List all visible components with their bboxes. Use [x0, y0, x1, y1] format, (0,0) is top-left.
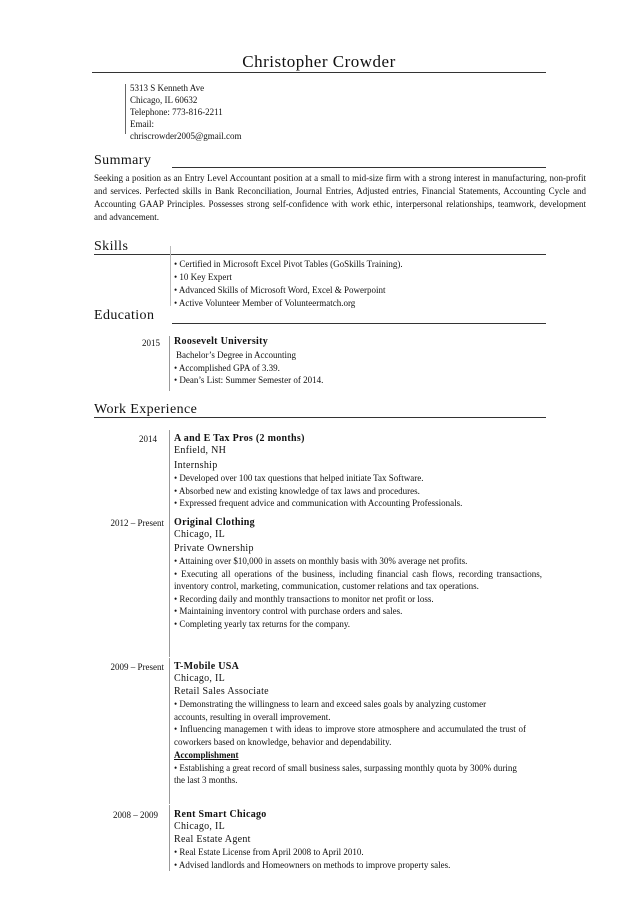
job-divider	[169, 658, 170, 804]
summary-rule	[172, 167, 546, 168]
list-item: • Establishing a great record of small business sales, surpassing monthly quota by 300% during the last 3 months.	[174, 762, 517, 785]
candidate-name: Christopher Crowder	[242, 52, 396, 71]
summary-heading: Summary	[94, 153, 152, 168]
work-heading: Work Experience	[94, 402, 198, 417]
school-name: Roosevelt University	[174, 336, 269, 347]
contact-divider	[125, 84, 126, 134]
job-location: Chicago, IL	[174, 821, 226, 832]
list-item: • Certified in Microsoft Excel Pivot Tables (GoSkills Training).	[174, 259, 403, 269]
summary-text: Seeking a position as an Entry Level Accountant position at a small to mid-size firm with a strong interest in manufacturing, non-profit and services. Perfected skills in Bank Reconciliation, Journal Entries, Adjusted entries, Financial Statements, Accounting Cycle and Accounting GAAP Principles. Possesses strong self-confidence with work ethic, interpersonal relationships, teamwork, development and advancement.	[94, 173, 586, 222]
job-entry	[174, 433, 462, 510]
contact-email: chriscrowder2005@gmail.com	[130, 131, 242, 141]
contact-city: Chicago, IL 60632	[130, 95, 198, 105]
list-item: • Expressed frequent advice and communication with Accounting Professionals.	[174, 498, 463, 508]
job-role: Internship	[174, 460, 218, 471]
skills-divider	[170, 246, 171, 306]
job-entry	[174, 517, 542, 630]
job-location: Chicago, IL	[174, 529, 226, 540]
list-item: • 10 Key Expert	[174, 272, 232, 282]
skills-rule	[94, 254, 546, 255]
list-item: • Demonstrating the willingness to learn and exceed sales goals by analyzing customer accounts, resulting in overall improvement.	[174, 699, 487, 722]
job-divider	[169, 430, 170, 515]
job-location: Enfield, NH	[174, 445, 227, 456]
contact-email-label: Email:	[130, 119, 154, 129]
job-location: Chicago, IL	[174, 673, 226, 684]
list-item: • Real Estate License from April 2008 to April 2010.	[174, 847, 364, 857]
degree: Bachelor’s Degree in Accounting	[176, 350, 297, 360]
education-divider	[169, 336, 170, 391]
job-role: Retail Sales Associate	[174, 686, 269, 697]
job-company: Original Clothing	[174, 517, 255, 528]
education-year: 2015	[142, 338, 160, 348]
list-item: • Dean’s List: Summer Semester of 2014.	[174, 375, 324, 385]
accomplishment-label: Accomplishment	[174, 750, 239, 760]
skills-heading: Skills	[94, 239, 129, 254]
education-heading: Education	[94, 308, 155, 323]
education-rule	[172, 323, 546, 324]
job-entry	[174, 809, 450, 871]
list-item: • Advanced Skills of Microsoft Word, Excel & Powerpoint	[174, 285, 386, 295]
job-entry	[174, 661, 526, 787]
job-years: 2008 – 2009	[113, 810, 158, 820]
work-rule	[94, 417, 546, 418]
job-years: 2009 – Present	[110, 662, 164, 672]
list-item: • Active Volunteer Member of Volunteermatch.org	[174, 298, 356, 308]
list-item: • Accomplished GPA of 3.39.	[174, 362, 280, 373]
list-item: • Developed over 100 tax questions that helped initiate Tax Software.	[174, 473, 424, 483]
list-item: • Absorbed new and existing knowledge of tax laws and procedures.	[174, 485, 420, 496]
header-rule	[92, 72, 546, 73]
list-item: • Executing all operations of the business, including financial cash flows, recording transactions, inventory control, marketing, communication, customer relations and tax operations.	[174, 568, 542, 591]
list-item: • Maintaining inventory control with purchase orders and sales.	[174, 606, 403, 616]
contact-street: 5313 S Kenneth Ave	[130, 83, 205, 93]
job-years: 2014	[139, 434, 157, 444]
job-divider	[169, 514, 170, 657]
job-divider	[169, 805, 170, 871]
job-role: Real Estate Agent	[174, 834, 251, 845]
list-item: • Advised landlords and Homeowners on methods to improve property sales.	[174, 859, 451, 870]
contact-telephone: Telephone: 773-816-2211	[130, 107, 223, 117]
list-item: • Recording daily and monthly transactions to monitor net profit or loss.	[174, 593, 434, 604]
job-role: Private Ownership	[174, 543, 254, 554]
list-item: • Completing yearly tax returns for the company.	[174, 618, 351, 629]
list-item: • Influencing managemen t with ideas to improve store atmosphere and accumulated the trust of coworkers based on knowledge, behavior and dependability.	[174, 724, 526, 747]
skills-list	[174, 258, 403, 310]
job-company: T-Mobile USA	[174, 661, 240, 672]
job-years: 2012 – Present	[110, 518, 164, 528]
education-entry	[174, 336, 323, 387]
job-company: A and E Tax Pros (2 months)	[174, 433, 305, 444]
list-item: • Attaining over $10,000 in assets on monthly basis with 30% average net profits.	[174, 556, 468, 566]
job-company: Rent Smart Chicago	[174, 809, 267, 820]
contact-block	[130, 82, 242, 142]
